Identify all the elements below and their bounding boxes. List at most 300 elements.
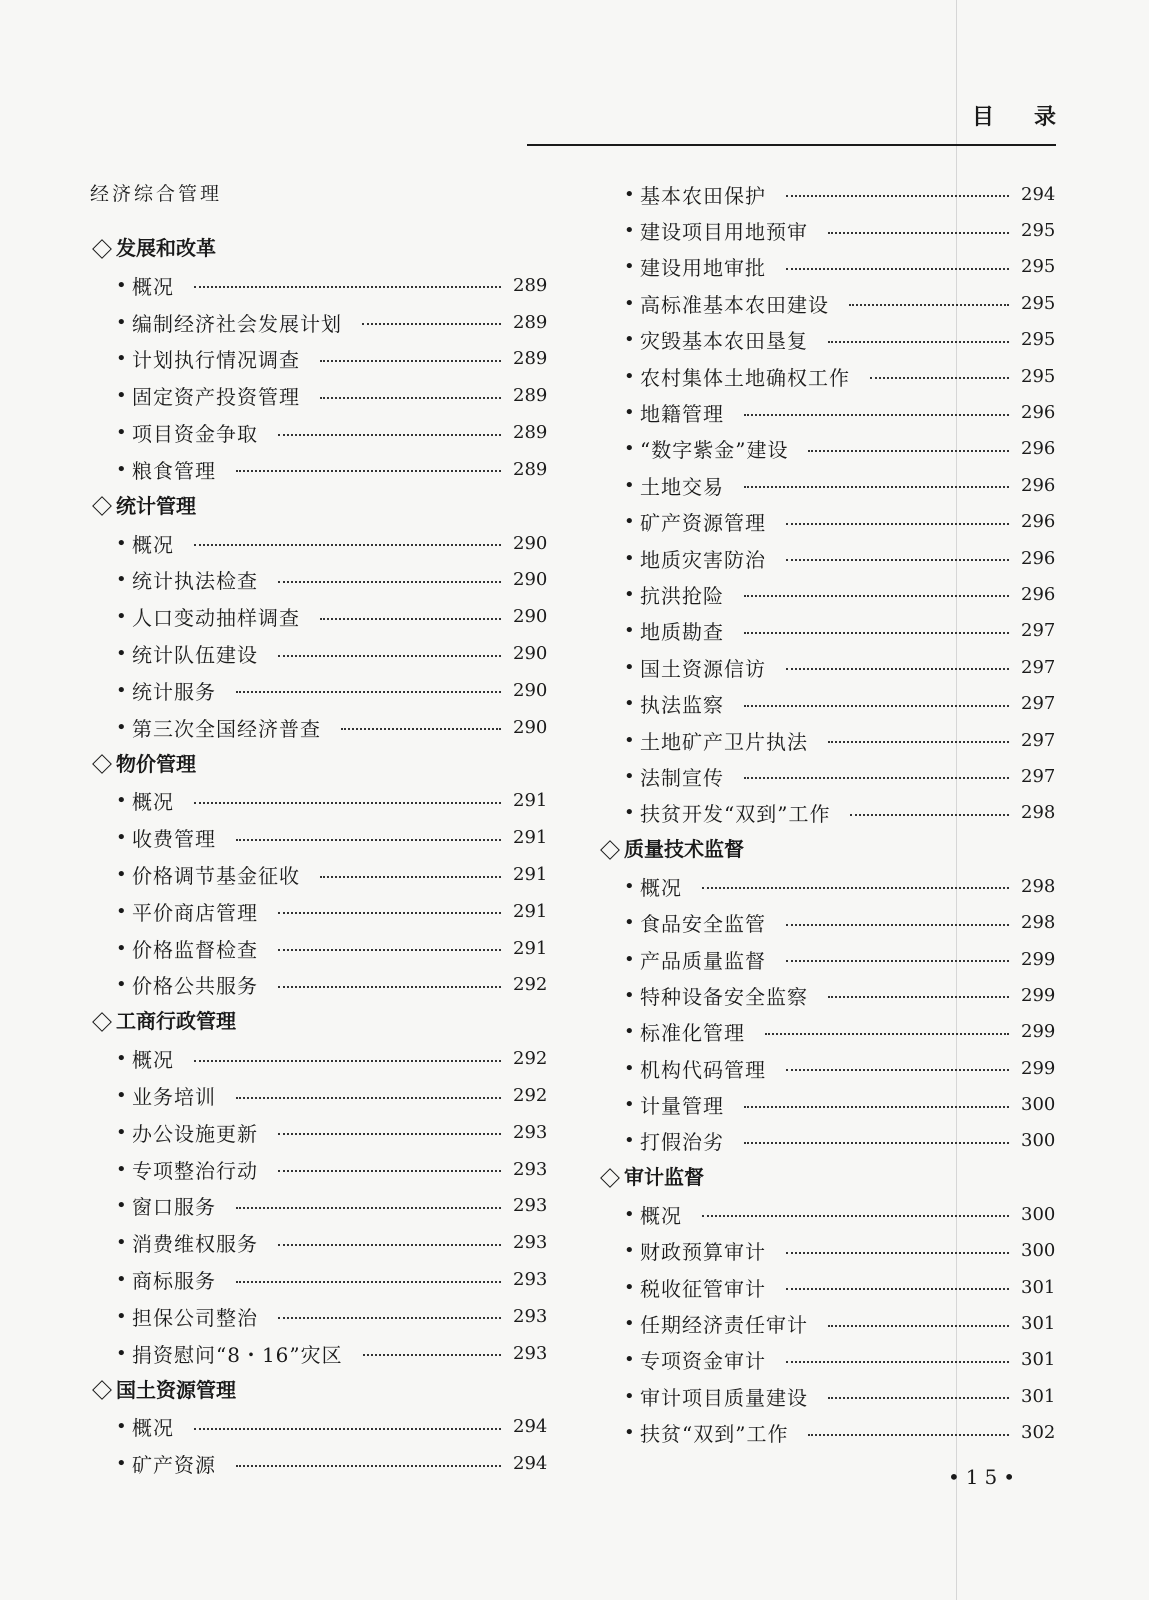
toc-entry-title: “数字紫金”建设: [640, 438, 789, 463]
toc-entry[interactable]: [598, 1086, 1055, 1122]
toc-entry-title: 粮食管理: [132, 458, 216, 483]
toc-section-heading[interactable]: [90, 230, 547, 267]
bullet-dot: •: [116, 1269, 127, 1291]
toc-entry[interactable]: [90, 1151, 547, 1188]
dot-leader: [828, 741, 1009, 743]
toc-section-heading[interactable]: [598, 831, 1055, 868]
bullet-dot: •: [116, 827, 127, 849]
toc-entry-page: 290: [513, 532, 548, 554]
toc-entry[interactable]: [598, 394, 1055, 430]
toc-entry-page: 297: [1021, 765, 1056, 787]
dot-leader: [828, 1397, 1009, 1399]
toc-entry[interactable]: [90, 1261, 547, 1298]
toc-entry-page: 297: [1021, 693, 1056, 715]
toc-entry-title: 执法监察: [640, 693, 724, 718]
dot-leader: [363, 1354, 501, 1356]
bullet-dot: •: [624, 1349, 635, 1371]
toc-entry-page: 289: [513, 348, 548, 370]
toc-entry-title: 打假治劣: [640, 1130, 724, 1155]
toc-entry[interactable]: [598, 1196, 1055, 1232]
dot-leader: [236, 1097, 501, 1099]
dot-leader: [744, 414, 1009, 416]
toc-entry-page: 294: [1021, 183, 1056, 205]
bullet-dot: •: [116, 1195, 127, 1217]
dot-leader: [786, 1069, 1009, 1071]
toc-entry-title: 专项整治行动: [132, 1158, 258, 1183]
toc-entry-title: 统计队伍建设: [132, 643, 258, 668]
toc-entry[interactable]: [598, 285, 1055, 321]
toc-entry-title: 税收征管审计: [640, 1276, 766, 1301]
dot-leader: [194, 1428, 501, 1430]
toc-section-heading[interactable]: [598, 1159, 1055, 1196]
dot-leader: [194, 286, 501, 288]
toc-entry-page: 296: [1021, 438, 1056, 460]
toc-entry-page: 296: [1021, 474, 1056, 496]
bullet-dot: •: [624, 1276, 635, 1298]
bullet-dot: •: [624, 620, 635, 642]
toc-entry[interactable]: [90, 1298, 547, 1335]
bullet-dot: •: [624, 474, 635, 496]
toc-entry-page: 300: [1021, 1094, 1056, 1116]
toc-entry-title: 价格调节基金征收: [132, 864, 300, 889]
dot-leader: [744, 705, 1009, 707]
bullet-dot: •: [624, 729, 635, 751]
toc-entry-title: 法制宣传: [640, 765, 724, 790]
toc-section-heading[interactable]: [90, 1003, 547, 1040]
diamond-icon: [92, 1012, 112, 1032]
toc-entry[interactable]: [598, 795, 1055, 831]
toc-entry-title: 特种设备安全监察: [640, 984, 808, 1009]
dot-leader: [702, 887, 1009, 889]
dot-leader: [786, 960, 1009, 962]
toc-entry[interactable]: [90, 341, 547, 378]
dot-leader: [744, 1142, 1009, 1144]
bullet-dot: •: [624, 912, 635, 934]
toc-entry[interactable]: [90, 525, 547, 562]
toc-entry-page: 292: [513, 1085, 548, 1107]
toc-entry-page: 296: [1021, 547, 1056, 569]
toc-entry[interactable]: [598, 1378, 1055, 1414]
toc-entry[interactable]: [598, 358, 1055, 394]
dot-leader: [236, 1465, 501, 1467]
dot-leader: [786, 559, 1009, 561]
dot-leader: [341, 728, 501, 730]
toc-entry-page: 300: [1021, 1203, 1056, 1225]
toc-section-heading[interactable]: [90, 1372, 547, 1409]
bullet-dot: •: [116, 1342, 127, 1364]
toc-entry-title: 专项资金审计: [640, 1349, 766, 1374]
dot-leader: [808, 450, 1009, 452]
toc-entry[interactable]: [598, 431, 1055, 467]
bullet-dot: •: [116, 1453, 127, 1475]
toc-entry[interactable]: [598, 1269, 1055, 1305]
page-number-dot-left: •: [948, 1465, 966, 1489]
bullet-dot: •: [624, 583, 635, 605]
bullet-dot: •: [116, 385, 127, 407]
toc-entry[interactable]: [90, 1188, 547, 1225]
dot-leader: [786, 924, 1009, 926]
toc-entry[interactable]: [90, 635, 547, 672]
diamond-icon: [92, 496, 112, 516]
toc-entry-title: 抗洪抢险: [640, 583, 724, 608]
dot-leader: [786, 668, 1009, 670]
dot-leader: [278, 1317, 501, 1319]
dot-leader: [194, 1060, 501, 1062]
toc-entry[interactable]: [90, 562, 547, 599]
toc-entry[interactable]: [90, 1409, 547, 1446]
toc-entry[interactable]: [90, 893, 547, 930]
toc-entry[interactable]: [90, 1445, 547, 1482]
toc-entry-title: 建设项目用地预审: [640, 220, 808, 245]
toc-section-title: 国土资源管理: [116, 1377, 236, 1402]
toc-entry-title: 计划执行情况调查: [132, 348, 300, 373]
toc-entry[interactable]: [598, 868, 1055, 904]
toc-entry-title: 概况: [132, 790, 174, 815]
bullet-dot: •: [624, 1240, 635, 1262]
dot-leader: [744, 595, 1009, 597]
toc-entry-title: 扶贫“双到”工作: [640, 1422, 789, 1447]
toc-entry-title: 价格公共服务: [132, 974, 258, 999]
toc-entry-page: 293: [513, 1158, 548, 1180]
toc-entry-page: 293: [513, 1195, 548, 1217]
dot-leader: [278, 1133, 501, 1135]
toc-entry[interactable]: [598, 1342, 1055, 1378]
bullet-dot: •: [116, 1158, 127, 1180]
dot-leader: [808, 1434, 1009, 1436]
bullet-dot: •: [116, 679, 127, 701]
toc-entry-title: 项目资金争取: [132, 422, 258, 447]
toc-entry-page: 293: [513, 1342, 548, 1364]
dot-leader: [744, 486, 1009, 488]
toc-entry-title: 业务培训: [132, 1085, 216, 1110]
toc-entry-title: 地质灾害防治: [640, 547, 766, 572]
toc-entry-page: 291: [513, 900, 548, 922]
toc-entry[interactable]: [598, 249, 1055, 285]
toc-left-column: [90, 178, 547, 1482]
dot-leader: [744, 1106, 1009, 1108]
bullet-dot: •: [624, 802, 635, 824]
toc-entry-title: 统计执法检查: [132, 569, 258, 594]
dot-leader: [786, 523, 1009, 525]
bullet-dot: •: [624, 256, 635, 278]
toc-entry[interactable]: [598, 1233, 1055, 1269]
toc-entry-page: 292: [513, 1048, 548, 1070]
dot-leader: [828, 996, 1009, 998]
dot-leader: [278, 1170, 501, 1172]
toc-entry-page: 301: [1021, 1276, 1056, 1298]
toc-entry-title: 概况: [132, 274, 174, 299]
toc-entry-title: 统计服务: [132, 679, 216, 704]
dot-leader: [320, 618, 501, 620]
toc-entry-page: 291: [513, 827, 548, 849]
toc-entry-page: 299: [1021, 1021, 1056, 1043]
toc-section-heading[interactable]: [90, 746, 547, 783]
bullet-dot: •: [116, 937, 127, 959]
dot-leader: [194, 802, 501, 804]
bullet-dot: •: [116, 606, 127, 628]
page-header-title: 目录: [971, 105, 1096, 130]
toc-entry[interactable]: [90, 267, 547, 304]
bullet-dot: •: [116, 716, 127, 738]
toc-entry-title: 灾毁基本农田垦复: [640, 329, 808, 354]
toc-entry[interactable]: [90, 1335, 547, 1372]
dot-leader: [320, 360, 501, 362]
bullet-dot: •: [116, 974, 127, 996]
toc-entry-page: 298: [1021, 912, 1056, 934]
toc-entry-title: 财政预算审计: [640, 1240, 766, 1265]
toc-entry-title: 窗口服务: [132, 1195, 216, 1220]
toc-entry-page: 299: [1021, 984, 1056, 1006]
dot-leader: [236, 691, 501, 693]
toc-entry-page: 289: [513, 274, 548, 296]
bullet-dot: •: [116, 311, 127, 333]
toc-entry[interactable]: [90, 598, 547, 635]
toc-entry-page: 296: [1021, 583, 1056, 605]
toc-section-heading[interactable]: [90, 488, 547, 525]
toc-entry-title: 计量管理: [640, 1094, 724, 1119]
bullet-dot: •: [624, 875, 635, 897]
toc-entry-page: 289: [513, 458, 548, 480]
diamond-icon: [92, 239, 112, 259]
toc-entry-title: 捐资慰问“8・16”灾区: [132, 1342, 343, 1367]
dot-leader: [362, 323, 501, 325]
toc-entry[interactable]: [90, 1077, 547, 1114]
toc-entry[interactable]: [90, 672, 547, 709]
bullet-dot: •: [624, 1313, 635, 1335]
bullet-dot: •: [116, 458, 127, 480]
toc-entry[interactable]: [598, 540, 1055, 576]
bullet-dot: •: [624, 547, 635, 569]
bullet-dot: •: [624, 948, 635, 970]
toc-entry-page: 295: [1021, 329, 1056, 351]
toc-entry[interactable]: [90, 967, 547, 1004]
dot-leader: [278, 949, 501, 951]
dot-leader: [744, 777, 1009, 779]
toc-entry[interactable]: [90, 856, 547, 893]
bullet-dot: •: [624, 1130, 635, 1152]
dot-leader: [320, 876, 501, 878]
toc-left-sections: [90, 230, 547, 1482]
bullet-dot: •: [116, 1416, 127, 1438]
dot-leader: [236, 839, 501, 841]
toc-entry-title: 概况: [132, 532, 174, 557]
toc-entry-page: 290: [513, 569, 548, 591]
toc-entry[interactable]: [598, 1415, 1055, 1451]
dot-leader: [849, 304, 1009, 306]
toc-entry-page: 294: [513, 1453, 548, 1475]
toc-entry-page: 290: [513, 606, 548, 628]
bullet-dot: •: [624, 1057, 635, 1079]
toc-entry[interactable]: [598, 1050, 1055, 1086]
toc-section-title: 质量技术监督: [624, 837, 744, 862]
dot-leader: [278, 1244, 501, 1246]
toc-entry[interactable]: [598, 613, 1055, 649]
toc-entry-title: 价格监督检查: [132, 937, 258, 962]
toc-entry-page: 295: [1021, 292, 1056, 314]
toc-entry-page: 295: [1021, 365, 1056, 387]
toc-entry[interactable]: [90, 377, 547, 414]
bullet-dot: •: [116, 1121, 127, 1143]
toc-entry-title: 机构代码管理: [640, 1057, 766, 1082]
bullet-dot: •: [116, 569, 127, 591]
toc-entry[interactable]: [90, 1040, 547, 1077]
dot-leader: [278, 986, 501, 988]
toc-entry-page: 290: [513, 679, 548, 701]
bullet-dot: •: [116, 422, 127, 444]
dot-leader: [850, 814, 1009, 816]
toc-entry-page: 296: [1021, 402, 1056, 424]
diamond-icon: [600, 1168, 620, 1188]
dot-leader: [194, 544, 501, 546]
bullet-dot: •: [624, 438, 635, 460]
toc-entry[interactable]: [598, 977, 1055, 1013]
toc-right-sections: [598, 831, 1055, 1451]
toc-entry[interactable]: [598, 1014, 1055, 1050]
bullet-dot: •: [116, 348, 127, 370]
toc-entry-title: 平价商店管理: [132, 900, 258, 925]
bullet-dot: •: [116, 643, 127, 665]
bullet-dot: •: [116, 864, 127, 886]
toc-entry[interactable]: [598, 1123, 1055, 1159]
toc-entry-title: 商标服务: [132, 1269, 216, 1294]
dot-leader: [828, 341, 1009, 343]
dot-leader: [786, 1288, 1009, 1290]
dot-leader: [236, 1207, 501, 1209]
toc-entry[interactable]: [598, 722, 1055, 758]
toc-entry-title: 担保公司整治: [132, 1305, 258, 1330]
toc-entry-page: 295: [1021, 256, 1056, 278]
toc-entry-page: 291: [513, 790, 548, 812]
toc-entry-title: 食品安全监管: [640, 912, 766, 937]
toc-entry-page: 302: [1021, 1422, 1056, 1444]
dot-leader: [320, 397, 501, 399]
dot-leader: [278, 434, 501, 436]
toc-entry-title: 办公设施更新: [132, 1121, 258, 1146]
page-number-value: 15: [965, 1465, 1004, 1489]
diamond-icon: [92, 754, 112, 774]
dot-leader: [236, 1281, 501, 1283]
toc-entry[interactable]: [90, 304, 547, 341]
toc-entry[interactable]: [90, 451, 547, 488]
dot-leader: [765, 1033, 1009, 1035]
bullet-dot: •: [624, 1422, 635, 1444]
toc-entry-title: 固定资产投资管理: [132, 385, 300, 410]
toc-entry-page: 296: [1021, 511, 1056, 533]
bullet-dot: •: [624, 402, 635, 424]
toc-entry-page: 297: [1021, 620, 1056, 642]
toc-entry[interactable]: [90, 930, 547, 967]
toc-entry[interactable]: [90, 819, 547, 856]
toc-entry[interactable]: [90, 709, 547, 746]
toc-entry-title: 矿产资源管理: [640, 511, 766, 536]
toc-entry[interactable]: [598, 212, 1055, 248]
bullet-dot: •: [116, 1085, 127, 1107]
toc-entry-page: 292: [513, 974, 548, 996]
toc-entry-title: 人口变动抽样调查: [132, 606, 300, 631]
toc-entry[interactable]: [598, 467, 1055, 503]
toc-entry[interactable]: [598, 322, 1055, 358]
toc-entry-title: 审计项目质量建设: [640, 1385, 808, 1410]
toc-entry-title: 地质勘查: [640, 620, 724, 645]
toc-section-title: 工商行政管理: [116, 1009, 236, 1034]
dot-leader: [786, 1252, 1009, 1254]
bullet-dot: •: [624, 765, 635, 787]
toc-entry-title: 地籍管理: [640, 402, 724, 427]
dot-leader: [278, 581, 501, 583]
toc-entry-page: 297: [1021, 656, 1056, 678]
toc-entry[interactable]: [598, 1305, 1055, 1341]
toc-entry[interactable]: [90, 1114, 547, 1151]
toc-entry[interactable]: [90, 783, 547, 820]
toc-entry[interactable]: [90, 1224, 547, 1261]
toc-entry-title: 土地交易: [640, 474, 724, 499]
toc-entry[interactable]: [598, 904, 1055, 940]
toc-entry-title: 概况: [640, 1203, 682, 1228]
toc-entry-title: 土地矿产卫片执法: [640, 729, 808, 754]
toc-section-title: 统计管理: [116, 493, 196, 518]
toc-entry-title: 国土资源信访: [640, 656, 766, 681]
toc-entry-title: 标准化管理: [640, 1021, 745, 1046]
diamond-icon: [600, 840, 620, 860]
bullet-dot: •: [624, 329, 635, 351]
toc-entry[interactable]: [598, 504, 1055, 540]
toc-entry[interactable]: [598, 758, 1055, 794]
bullet-dot: •: [624, 365, 635, 387]
toc-entry[interactable]: [90, 414, 547, 451]
bullet-dot: •: [624, 693, 635, 715]
bullet-dot: •: [624, 292, 635, 314]
toc-entry-page: 299: [1021, 948, 1056, 970]
bullet-dot: •: [116, 274, 127, 296]
toc-entry[interactable]: [598, 941, 1055, 977]
toc-entry-page: 301: [1021, 1313, 1056, 1335]
toc-entry-title: 消费维权服务: [132, 1232, 258, 1257]
toc-entry-page: 289: [513, 385, 548, 407]
toc-entry-page: 300: [1021, 1240, 1056, 1262]
dot-leader: [786, 268, 1009, 270]
bullet-dot: •: [116, 532, 127, 554]
toc-entry-title: 收费管理: [132, 827, 216, 852]
toc-entry-page: 289: [513, 422, 548, 444]
toc-entry-title: 扶贫开发“双到”工作: [640, 802, 831, 827]
toc-entry-page: 293: [513, 1269, 548, 1291]
toc-entry[interactable]: [598, 649, 1055, 685]
toc-section-title: 物价管理: [116, 751, 196, 776]
toc-entry[interactable]: [598, 576, 1055, 612]
page-number-dot-right: •: [1003, 1465, 1022, 1489]
toc-entry-title: 建设用地审批: [640, 256, 766, 281]
toc-entry-title: 概况: [132, 1416, 174, 1441]
header-rule: [527, 144, 1056, 146]
dot-leader: [828, 232, 1009, 234]
toc-entry[interactable]: [598, 176, 1055, 212]
toc-entry-page: 289: [513, 311, 548, 333]
bullet-dot: •: [116, 900, 127, 922]
toc-entry-title: 产品质量监督: [640, 948, 766, 973]
toc-entry-title: 农村集体土地确权工作: [640, 365, 850, 390]
toc-entry-title: 任期经济责任审计: [640, 1313, 808, 1338]
toc-category: 经济综合管理: [90, 183, 223, 205]
bullet-dot: •: [624, 1203, 635, 1225]
dot-leader: [236, 470, 501, 472]
bullet-dot: •: [624, 1385, 635, 1407]
toc-entry-page: 293: [513, 1232, 548, 1254]
toc-entry-page: 295: [1021, 220, 1056, 242]
toc-entry-title: 概况: [640, 875, 682, 900]
bullet-dot: •: [624, 1094, 635, 1116]
toc-entry[interactable]: [598, 685, 1055, 721]
dot-leader: [278, 655, 501, 657]
